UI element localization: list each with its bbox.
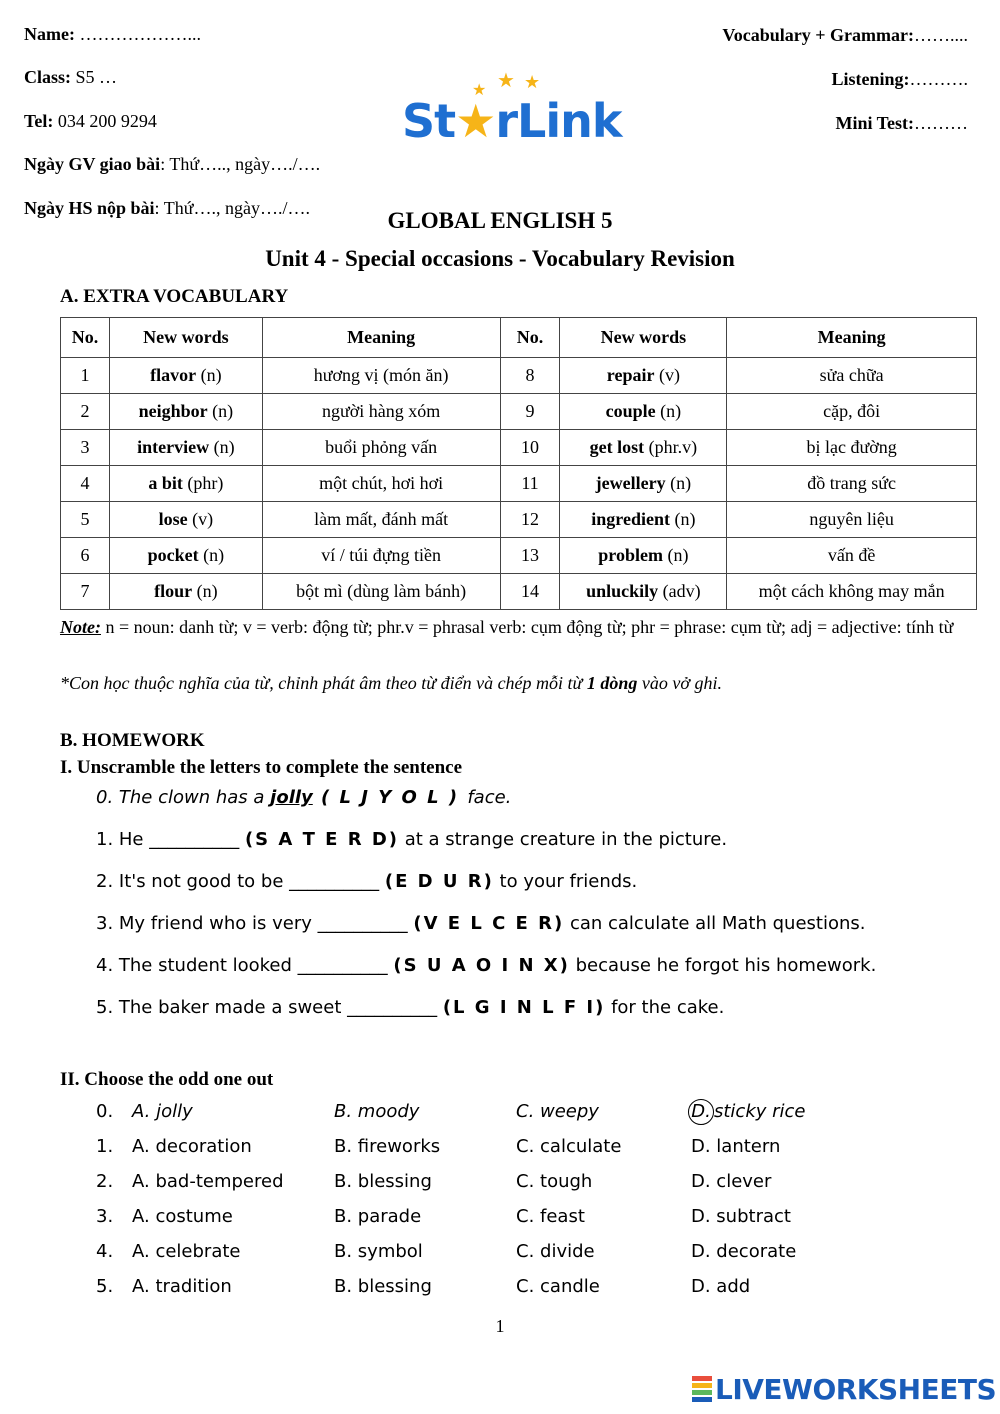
logo-text-part2: rLink bbox=[495, 94, 622, 148]
scrambled-letters: (S A T E R D) bbox=[244, 829, 400, 850]
score-mini-test-value: ……… bbox=[914, 113, 968, 133]
logo-text-part1: St bbox=[402, 94, 456, 148]
odd-option-c: C. candle bbox=[516, 1276, 600, 1297]
odd-option-d bbox=[691, 1099, 806, 1125]
table-row bbox=[61, 502, 977, 538]
part-of-speech: (n) bbox=[669, 509, 696, 529]
word-meaning: sửa chữa bbox=[727, 358, 977, 394]
word-number: 4 bbox=[61, 466, 110, 502]
score-listening bbox=[831, 69, 968, 90]
column-header: Meaning bbox=[262, 318, 500, 358]
odd-option-a: A. costume bbox=[132, 1206, 233, 1227]
word-text: flavor bbox=[150, 365, 197, 385]
new-word bbox=[109, 502, 262, 538]
score-vocab-grammar-label: Vocabulary + Grammar: bbox=[722, 25, 914, 45]
word-text: pocket bbox=[147, 545, 199, 565]
word-meaning: người hàng xóm bbox=[262, 394, 500, 430]
class-field bbox=[24, 67, 117, 88]
table-row bbox=[61, 574, 977, 610]
logo-star-icon: ★ bbox=[455, 94, 496, 148]
logo-star-icon: ★ bbox=[497, 68, 515, 92]
table-row bbox=[61, 538, 977, 574]
table-row bbox=[61, 466, 977, 502]
name-label: Name: bbox=[24, 24, 75, 44]
odd-number: 1. bbox=[96, 1136, 114, 1157]
question-text: 3. My friend who is very __________ bbox=[96, 913, 414, 934]
odd-option-a: A. decoration bbox=[132, 1136, 252, 1157]
word-number: 9 bbox=[500, 394, 560, 430]
odd-option-b: B. blessing bbox=[334, 1171, 432, 1192]
example-letters: ( L J Y O L ) bbox=[312, 787, 468, 808]
score-listening-value: ………. bbox=[909, 69, 968, 89]
score-mini-test bbox=[835, 113, 968, 134]
page-subtitle: Unit 4 - Special occasions - Vocabulary Revision bbox=[265, 246, 735, 271]
odd-number: 0. bbox=[96, 1101, 114, 1122]
word-text: repair bbox=[606, 365, 655, 385]
question-text-end: for the cake. bbox=[605, 997, 725, 1018]
name-field bbox=[24, 24, 201, 45]
word-text: get lost bbox=[589, 437, 645, 457]
new-word bbox=[109, 394, 262, 430]
odd-option-d: D. add bbox=[691, 1276, 751, 1297]
part-of-speech: (n) bbox=[192, 581, 218, 601]
part-of-speech: (n) bbox=[198, 545, 225, 565]
unscramble-question bbox=[96, 955, 876, 976]
score-vocab-grammar-value: …….... bbox=[914, 25, 968, 45]
unscramble-question bbox=[96, 997, 724, 1018]
word-number: 13 bbox=[500, 538, 560, 574]
odd-option-d: D. subtract bbox=[691, 1206, 791, 1227]
word-meaning: một chút, hơi hơi bbox=[262, 466, 500, 502]
word-number: 12 bbox=[500, 502, 560, 538]
odd-option-a: A. bad-tempered bbox=[132, 1171, 284, 1192]
part2-heading: II. Choose the odd one out bbox=[60, 1069, 274, 1090]
word-meaning: nguyên liệu bbox=[727, 502, 977, 538]
unscramble-question bbox=[96, 829, 727, 850]
class-value: S5 … bbox=[71, 67, 118, 87]
example-text: 0. The clown has a bbox=[96, 787, 271, 808]
odd-option-b: B. symbol bbox=[334, 1241, 423, 1262]
logo-star-icon: ★ bbox=[472, 80, 487, 99]
word-text: interview bbox=[137, 437, 210, 457]
submit-date-value: : Thứ…., ngày…./…. bbox=[154, 198, 310, 218]
assign-date-label: Ngày GV giao bài bbox=[24, 154, 161, 174]
section-b-heading: B. HOMEWORK bbox=[60, 730, 205, 751]
word-text: unluckily bbox=[586, 581, 659, 601]
unscramble-question bbox=[96, 913, 865, 934]
question-text: 5. The baker made a sweet __________ bbox=[96, 997, 443, 1018]
new-word bbox=[560, 394, 727, 430]
column-header: No. bbox=[500, 318, 560, 358]
score-vocab-grammar bbox=[722, 25, 968, 46]
odd-option-c: C. feast bbox=[516, 1206, 585, 1227]
odd-option-d: D. lantern bbox=[691, 1136, 781, 1157]
odd-option-a: A. celebrate bbox=[132, 1241, 241, 1262]
word-meaning: bột mì (dùng làm bánh) bbox=[262, 574, 500, 610]
word-meaning: làm mất, đánh mất bbox=[262, 502, 500, 538]
word-meaning: một cách không may mắn bbox=[727, 574, 977, 610]
word-number: 8 bbox=[500, 358, 560, 394]
word-text: a bit bbox=[148, 473, 183, 493]
table-row bbox=[61, 358, 977, 394]
example-text-end: face. bbox=[467, 787, 512, 808]
part-of-speech: (n) bbox=[662, 545, 689, 565]
assign-date-field bbox=[24, 154, 320, 175]
part1-heading: I. Unscramble the letters to complete the sentence bbox=[60, 757, 463, 778]
starlink-logo bbox=[402, 70, 652, 150]
part-of-speech: (n) bbox=[207, 401, 234, 421]
study-tip bbox=[60, 673, 722, 694]
score-mini-test-label: Mini Test: bbox=[835, 113, 914, 133]
new-word bbox=[109, 358, 262, 394]
word-meaning: cặp, đôi bbox=[727, 394, 977, 430]
scrambled-letters: (V E L C E R) bbox=[413, 913, 565, 934]
word-meaning: vấn đề bbox=[727, 538, 977, 574]
odd-option-a: A. jolly bbox=[132, 1101, 193, 1122]
word-meaning: đồ trang sức bbox=[727, 466, 977, 502]
watermark-text: LIVEWORKSHEETS bbox=[715, 1373, 997, 1406]
note-label: Note: bbox=[60, 617, 101, 637]
odd-option-d-text: sticky rice bbox=[714, 1101, 806, 1122]
table-row bbox=[61, 394, 977, 430]
study-tip-text: *Con học thuộc nghĩa của từ, chỉnh phát âm theo từ điển và chép mỗi từ bbox=[60, 673, 587, 693]
odd-option-b: B. parade bbox=[334, 1206, 422, 1227]
study-tip-text-end: vào vở ghi. bbox=[637, 673, 722, 693]
odd-option-c: C. divide bbox=[516, 1241, 595, 1262]
new-word bbox=[109, 430, 262, 466]
submit-date-label: Ngày HS nộp bài bbox=[24, 198, 155, 218]
new-word bbox=[560, 466, 727, 502]
column-header: No. bbox=[61, 318, 110, 358]
odd-number: 4. bbox=[96, 1241, 114, 1262]
question-text-end: to your friends. bbox=[493, 871, 638, 892]
new-word bbox=[560, 358, 727, 394]
unscramble-example bbox=[96, 787, 511, 808]
word-meaning: bị lạc đường bbox=[727, 430, 977, 466]
liveworksheets-watermark bbox=[692, 1373, 996, 1406]
new-word bbox=[560, 538, 727, 574]
word-number: 6 bbox=[61, 538, 110, 574]
liveworksheets-logo-icon bbox=[692, 1376, 712, 1402]
name-value: ………………... bbox=[74, 24, 201, 44]
new-word bbox=[109, 466, 262, 502]
word-text: ingredient bbox=[591, 509, 670, 529]
odd-number: 2. bbox=[96, 1171, 114, 1192]
study-tip-bold: 1 dòng bbox=[586, 673, 638, 693]
odd-option-b: B. fireworks bbox=[334, 1136, 441, 1157]
question-text-end: can calculate all Math questions. bbox=[564, 913, 866, 934]
new-word bbox=[109, 574, 262, 610]
word-meaning: ví / túi đựng tiền bbox=[262, 538, 500, 574]
part-of-speech: (adv) bbox=[658, 581, 701, 601]
table-header-row bbox=[61, 318, 977, 358]
page-number: 1 bbox=[495, 1316, 505, 1336]
odd-option-b: B. moody bbox=[334, 1101, 420, 1122]
tel-field bbox=[24, 111, 157, 132]
scrambled-letters: (L G I N L F I) bbox=[442, 997, 606, 1018]
word-number: 3 bbox=[61, 430, 110, 466]
word-number: 7 bbox=[61, 574, 110, 610]
word-meaning: buổi phỏng vấn bbox=[262, 430, 500, 466]
word-number: 1 bbox=[61, 358, 110, 394]
word-text: couple bbox=[605, 401, 656, 421]
odd-number: 5. bbox=[96, 1276, 114, 1297]
vocabulary-table bbox=[60, 317, 977, 610]
class-label: Class: bbox=[24, 67, 72, 87]
word-text: problem bbox=[598, 545, 663, 565]
scrambled-letters: (E D U R) bbox=[384, 871, 494, 892]
word-text: neighbor bbox=[138, 401, 208, 421]
unscramble-question bbox=[96, 871, 637, 892]
word-number: 2 bbox=[61, 394, 110, 430]
word-text: flour bbox=[154, 581, 193, 601]
word-meaning: hương vị (món ăn) bbox=[262, 358, 500, 394]
word-number: 10 bbox=[500, 430, 560, 466]
score-listening-label: Listening: bbox=[831, 69, 910, 89]
scrambled-letters: (S U A O I N X) bbox=[393, 955, 570, 976]
question-text-end: because he forgot his homework. bbox=[569, 955, 877, 976]
part-of-speech: (n) bbox=[655, 401, 682, 421]
tel-value: 034 200 9294 bbox=[53, 111, 157, 131]
page-title: GLOBAL ENGLISH 5 bbox=[387, 208, 613, 233]
question-text: 4. The student looked __________ bbox=[96, 955, 394, 976]
tel-label: Tel: bbox=[24, 111, 54, 131]
note-text bbox=[60, 613, 960, 641]
part-of-speech: (phr) bbox=[182, 473, 224, 493]
new-word bbox=[560, 502, 727, 538]
question-text: 2. It's not good to be __________ bbox=[96, 871, 385, 892]
word-number: 5 bbox=[61, 502, 110, 538]
new-word bbox=[109, 538, 262, 574]
part-of-speech: (phr.v) bbox=[644, 437, 698, 457]
column-header: Meaning bbox=[727, 318, 977, 358]
word-text: jewellery bbox=[595, 473, 666, 493]
new-word bbox=[560, 430, 727, 466]
example-answer: jolly bbox=[270, 787, 313, 808]
part-of-speech: (v) bbox=[187, 509, 214, 529]
note-content: n = noun: danh từ; v = verb: động từ; phr.v = phrasal verb: cụm động từ; phr = phrase: cụm từ; adj = adjective: tính từ bbox=[100, 617, 954, 637]
column-header: New words bbox=[560, 318, 727, 358]
odd-option-c: C. calculate bbox=[516, 1136, 622, 1157]
odd-option-d: D. clever bbox=[691, 1171, 772, 1192]
column-header: New words bbox=[109, 318, 262, 358]
question-text: 1. He __________ bbox=[96, 829, 245, 850]
table-row bbox=[61, 430, 977, 466]
part-of-speech: (n) bbox=[209, 437, 235, 457]
odd-number: 3. bbox=[96, 1206, 114, 1227]
odd-option-c: C. tough bbox=[516, 1171, 593, 1192]
new-word bbox=[560, 574, 727, 610]
word-number: 11 bbox=[500, 466, 560, 502]
odd-option-a: A. tradition bbox=[132, 1276, 232, 1297]
assign-date-value: : Thứ….., ngày…./…. bbox=[160, 154, 321, 174]
answer-circle: D. bbox=[688, 1099, 714, 1125]
odd-option-c: C. weepy bbox=[516, 1101, 599, 1122]
question-text-end: at a strange creature in the picture. bbox=[399, 829, 728, 850]
part-of-speech: (n) bbox=[196, 365, 222, 385]
odd-option-d: D. decorate bbox=[691, 1241, 797, 1262]
word-number: 14 bbox=[500, 574, 560, 610]
odd-option-b: B. blessing bbox=[334, 1276, 432, 1297]
part-of-speech: (v) bbox=[654, 365, 680, 385]
part-of-speech: (n) bbox=[665, 473, 692, 493]
section-a-heading: A. EXTRA VOCABULARY bbox=[60, 286, 289, 307]
logo-star-icon: ★ bbox=[524, 72, 541, 93]
word-text: lose bbox=[158, 509, 188, 529]
